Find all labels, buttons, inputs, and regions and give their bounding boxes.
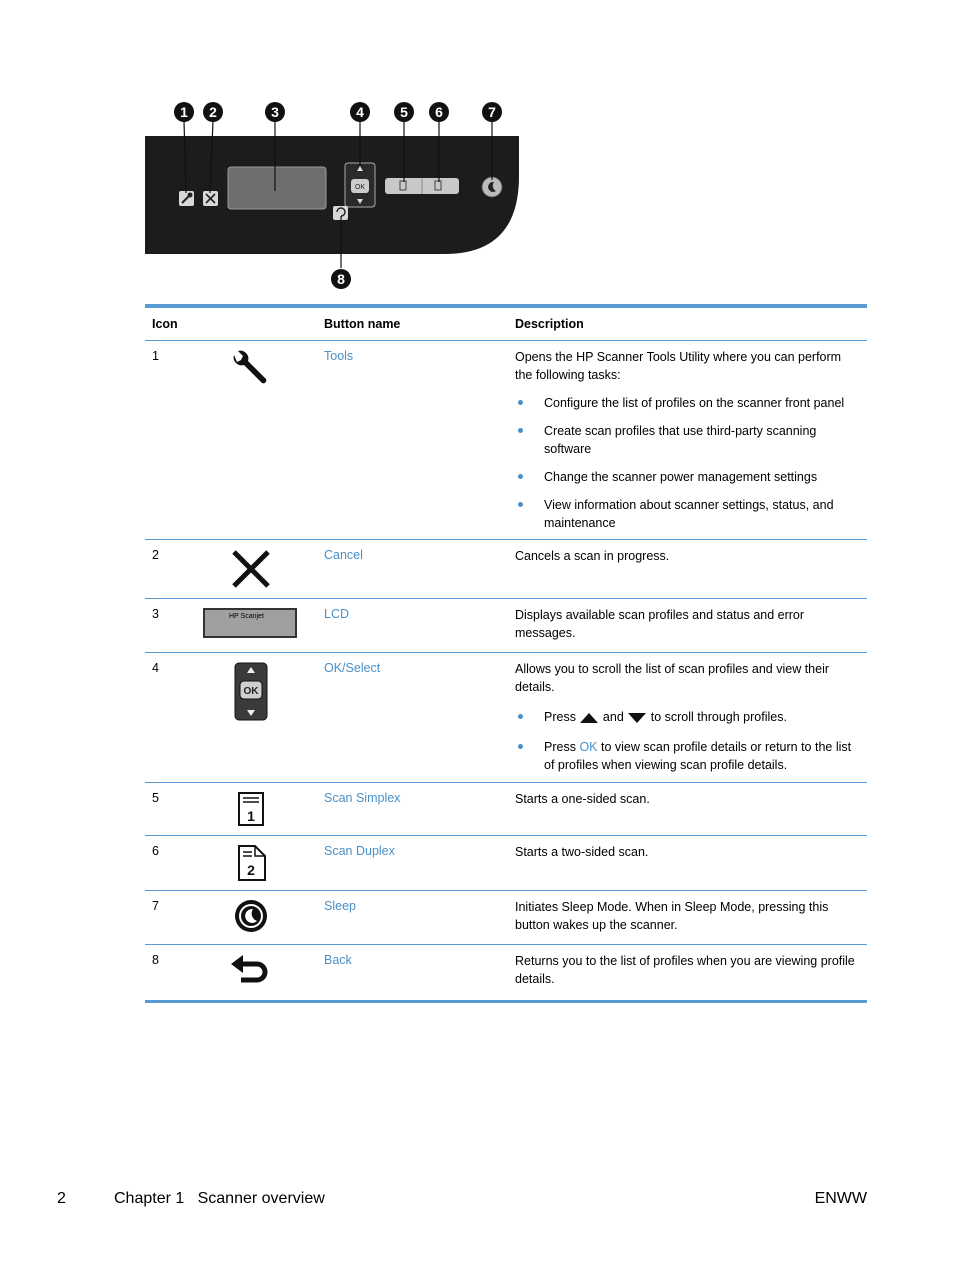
simplex-glyph: 1 <box>247 808 255 824</box>
callout-8: 8 <box>337 271 345 287</box>
duplex-glyph: 2 <box>247 862 255 878</box>
row-number: 1 <box>152 349 159 363</box>
bullet-text: Press <box>544 740 576 754</box>
lcd-text: HP Scanjet <box>229 613 264 620</box>
row-description: Initiates Sleep Mode. When in Sleep Mode, pressing this button wakes up the scanner. <box>515 900 829 932</box>
table-row <box>145 891 867 945</box>
callout-3: 3 <box>271 104 279 120</box>
up-arrow-icon <box>579 712 599 724</box>
panel-ok-label: OK <box>354 184 366 191</box>
bullet-text: to view scan profile details or return to the list of profiles when viewing scan profile details. <box>544 740 852 772</box>
bullet-text: Press <box>544 710 576 724</box>
callout-1: 1 <box>180 104 188 120</box>
callout-4: 4 <box>356 104 364 120</box>
callout-5: 5 <box>400 104 408 120</box>
table-row <box>145 945 867 1000</box>
table-header <box>145 308 867 341</box>
row-description: Allows you to scroll the list of scan profiles and view their details. <box>515 662 830 694</box>
row-number: 4 <box>152 661 159 675</box>
header-button-name: Button name <box>324 317 401 331</box>
callout-7: 7 <box>488 104 496 120</box>
footer-right: ENWW <box>814 1190 867 1207</box>
down-arrow-icon <box>627 712 647 724</box>
row-description: Cancels a scan in progress. <box>515 549 670 563</box>
back-arrow-icon <box>229 952 273 990</box>
row-description: Starts a one-sided scan. <box>515 792 650 806</box>
button-name-ok-select[interactable]: OK/Select <box>324 661 381 675</box>
table-row <box>145 341 867 540</box>
row-description: Opens the HP Scanner Tools Utility where you can perform the following tasks: <box>515 350 842 382</box>
button-name-tools[interactable]: Tools <box>324 349 354 363</box>
button-name-scan-simplex[interactable]: Scan Simplex <box>324 791 401 805</box>
button-name-cancel[interactable]: Cancel <box>324 548 363 562</box>
scan-duplex-icon <box>237 844 267 882</box>
lcd-display-icon <box>203 608 297 638</box>
sleep-moon-icon <box>233 898 269 934</box>
table-row <box>145 836 867 891</box>
row-description: Returns you to the list of profiles when you are viewing profile details. <box>515 954 855 986</box>
row-number: 3 <box>152 607 159 621</box>
bullet-text: and <box>602 710 624 724</box>
table-row <box>145 540 867 599</box>
bullet-item: View information about scanner settings, status, and maintenance <box>515 496 861 532</box>
row-number: 2 <box>152 548 159 562</box>
row-description: Starts a two-sided scan. <box>515 845 649 859</box>
row-number: 7 <box>152 899 159 913</box>
bullet-item <box>515 708 861 726</box>
table-row <box>145 599 867 653</box>
button-name-scan-duplex[interactable]: Scan Duplex <box>324 844 395 858</box>
scan-simplex-icon <box>237 791 265 827</box>
button-name-back[interactable]: Back <box>324 953 352 967</box>
wrench-icon <box>228 349 272 389</box>
page-number: 2 <box>57 1190 66 1207</box>
header-description: Description <box>515 317 584 331</box>
cancel-x-icon <box>231 549 271 589</box>
bullet-text: to scroll through profiles. <box>650 710 787 724</box>
table-row <box>145 783 867 836</box>
front-panel-illustration <box>145 96 525 292</box>
table-row <box>145 653 867 783</box>
bullet-item: Change the scanner power management settings <box>515 468 861 486</box>
callout-2: 2 <box>209 104 217 120</box>
callout-6: 6 <box>435 104 443 120</box>
bullet-item: Configure the list of profiles on the scanner front panel <box>515 394 861 412</box>
bullet-item: Create scan profiles that use third-party scanning software <box>515 422 861 458</box>
ok-highlight: OK <box>579 740 598 754</box>
ok-label: OK <box>243 686 259 697</box>
bullet-item <box>515 738 861 774</box>
chapter-title: Chapter 1 Scanner overview <box>114 1190 325 1207</box>
row-description: Displays available scan profiles and status and error messages. <box>515 608 805 640</box>
header-icon: Icon <box>152 317 178 331</box>
row-number: 8 <box>152 953 159 967</box>
button-name-sleep[interactable]: Sleep <box>324 899 356 913</box>
row-number: 5 <box>152 791 159 805</box>
row-number: 6 <box>152 844 159 858</box>
ok-select-icon <box>234 662 268 722</box>
button-name-lcd[interactable]: LCD <box>324 607 350 621</box>
button-table <box>145 304 867 1003</box>
